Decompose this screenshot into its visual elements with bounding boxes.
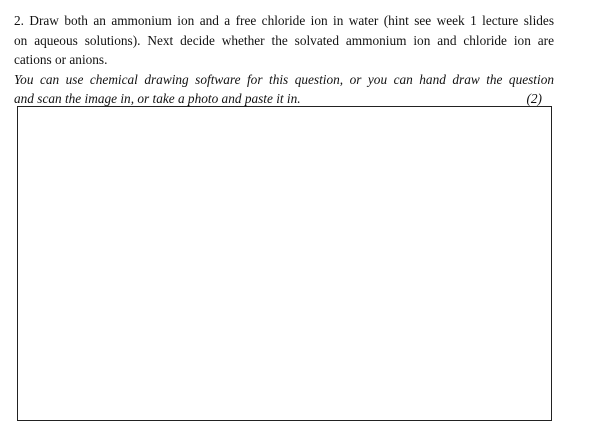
marks-label: (2) (526, 91, 542, 106)
question-text-line-3: cations or anions. (14, 52, 108, 67)
question-text-line-2: on aqueous solutions). Next decide whether the solvated ammonium ion and chloride ion are (14, 32, 554, 48)
instruction-line-2: and scan the image in, or take a photo and paste it in. (14, 91, 301, 106)
question-text-line-1: 2. Draw both an ammonium ion and a free chloride ion in water (hint see week 1 lecture slides (14, 13, 554, 28)
instruction-line-1: You can use chemical drawing software for this question, or you can hand draw the question (14, 71, 554, 87)
answer-box[interactable] (17, 106, 552, 421)
question-block (14, 11, 554, 109)
